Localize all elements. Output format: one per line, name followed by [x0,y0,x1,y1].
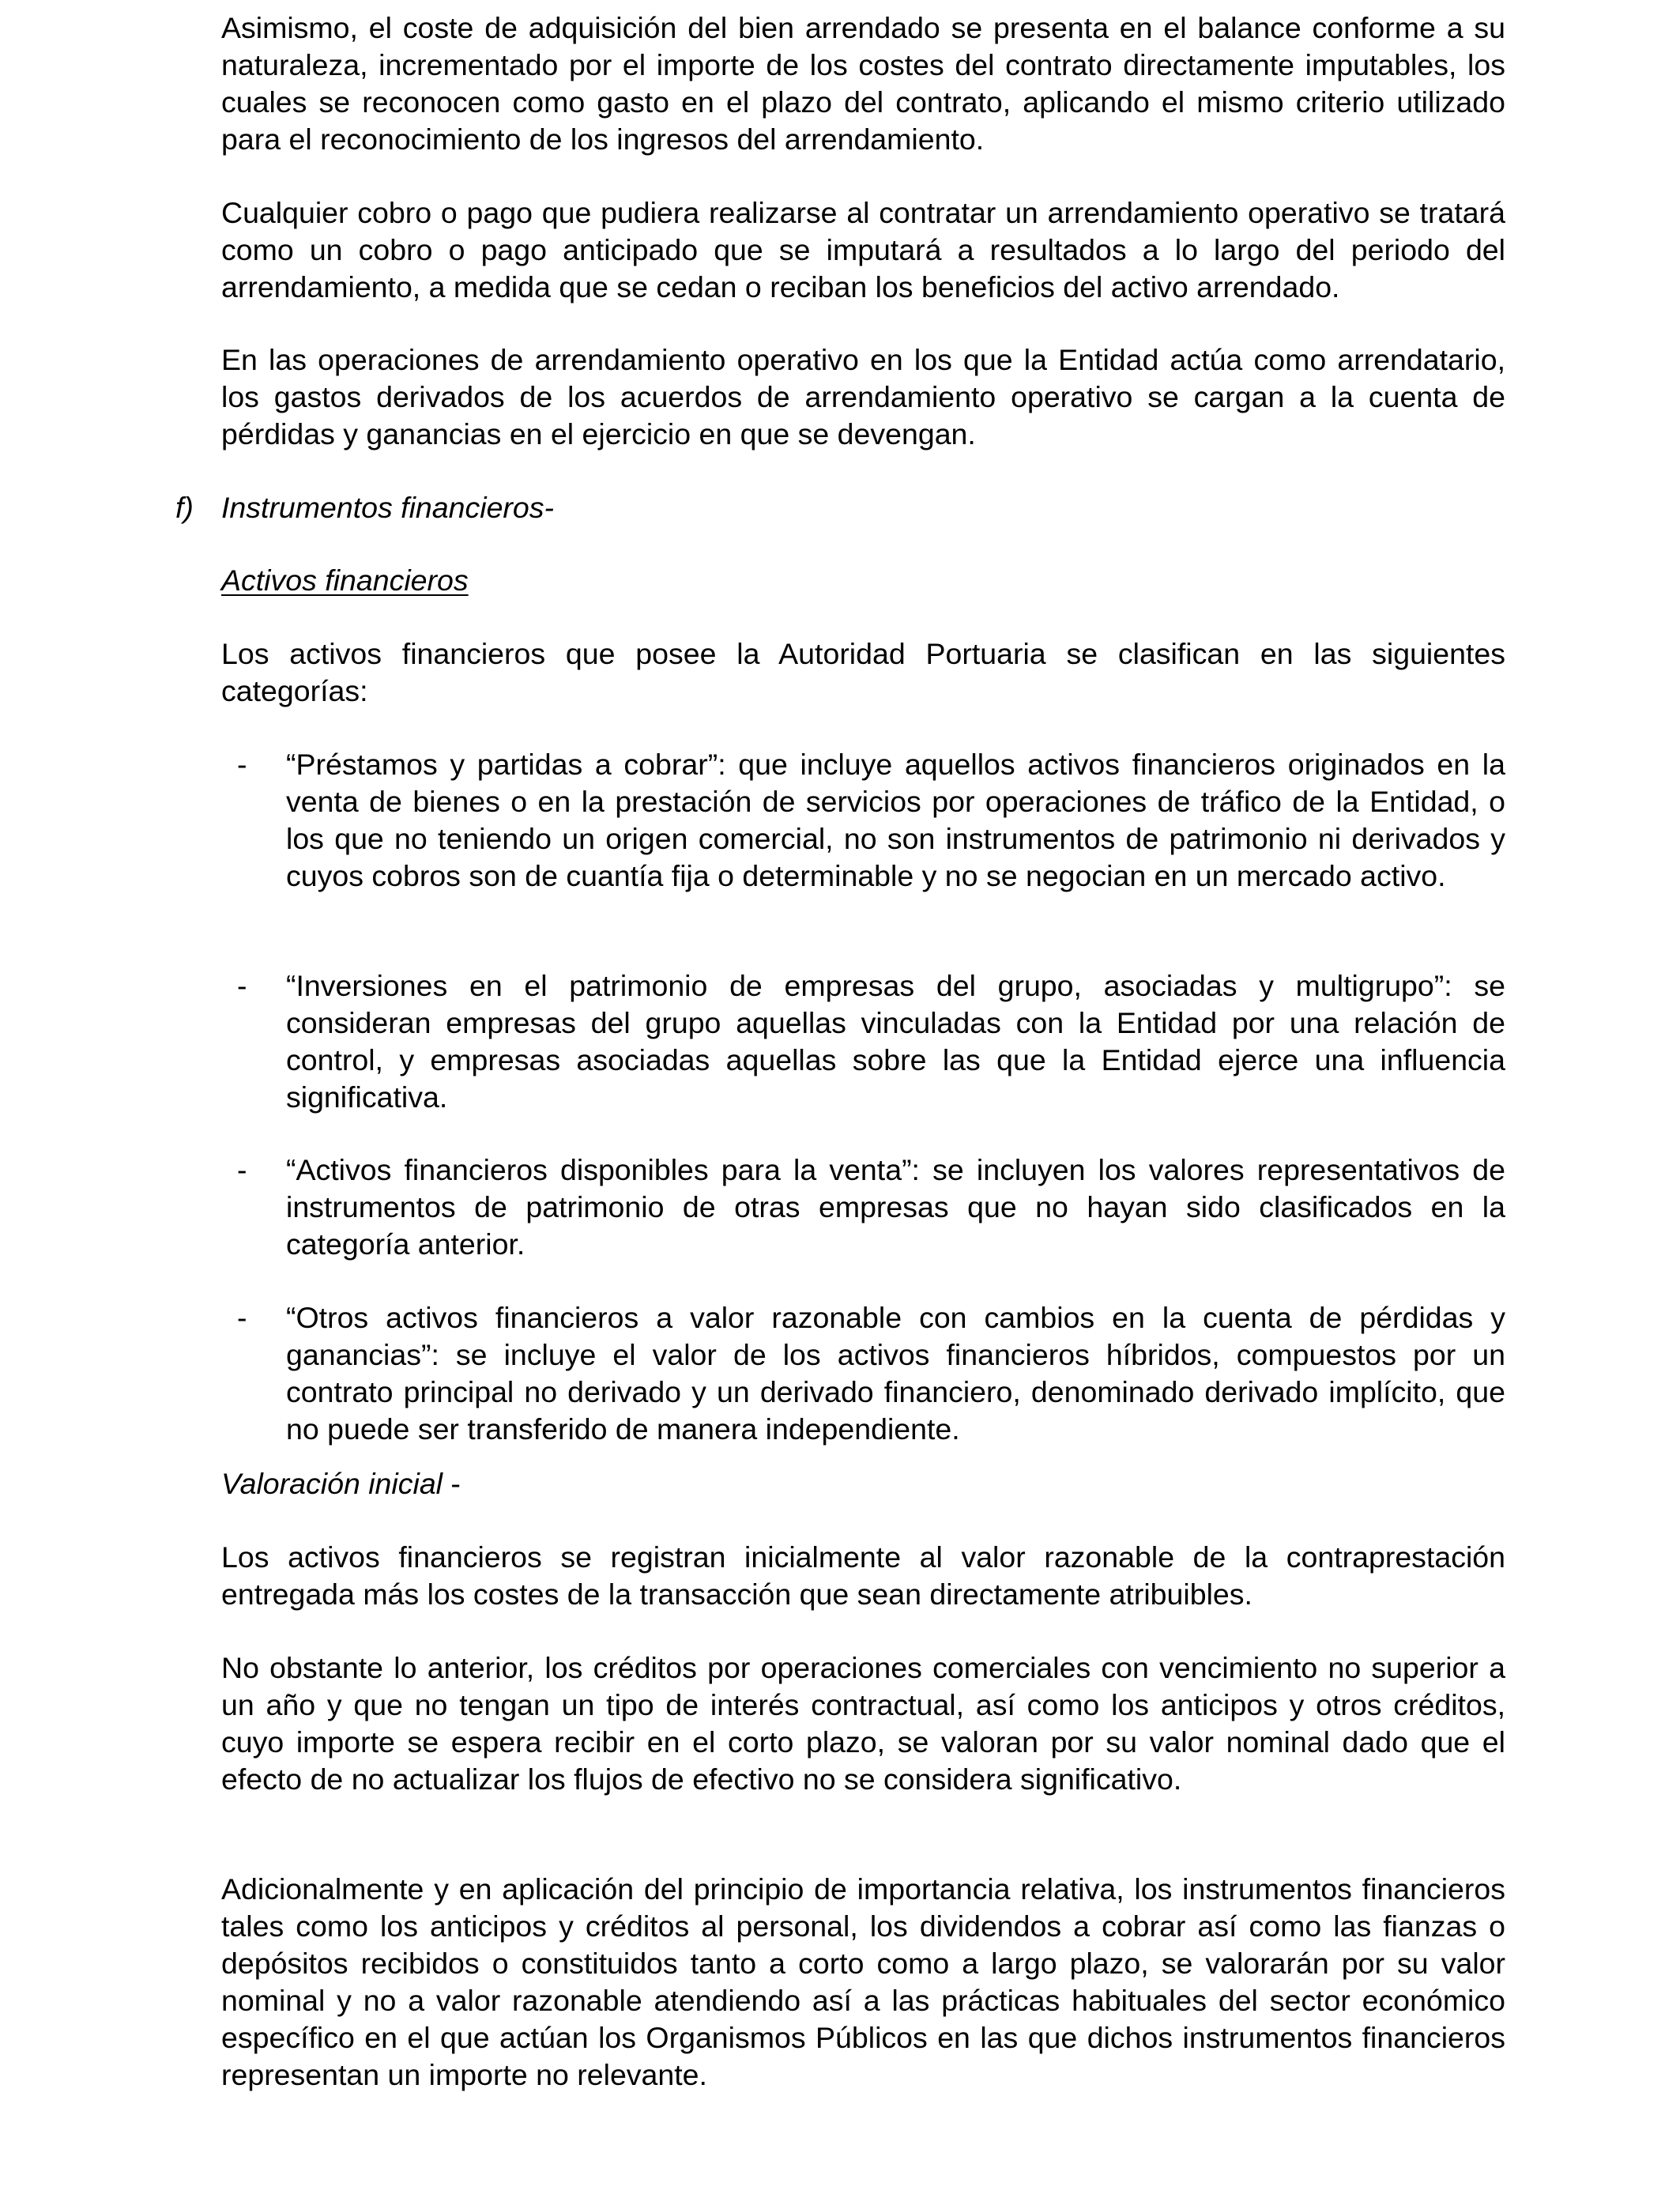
valoracion-title-suffix: - [443,1467,461,1500]
bullet-marker: - [237,1153,247,1186]
section-title: Instrumentos financieros- [221,491,555,524]
list-item: “Activos financieros disponibles para la venta”: se incluyen los valores representativos de instrumentos de patrimonio de otras empresas que no hayan sido clasificados en la categoría anterior. [286,1153,1505,1261]
paragraph-importancia-relativa: Adicionalmente y en aplicación del principio de importancia relativa, los instrumentos financieros tales como los anticipos y créditos al personal, los dividendos a cobrar así como las fianzas o depósitos recibidos o constituidos tanto a corto como a largo plazo, se valorarán por su valor nominal y no a valor razonable atendiendo así a las prácticas habituales del sector económico específico en el que actúan los Organismos Públicos en las que dichos instrumentos financieros representan un importe no relevante. [221,1872,1505,2091]
list-item: “Otros activos financieros a valor razonable con cambios en la cuenta de pérdidas y ganancias”: se incluye el valor de los activos financieros híbridos, compuestos por un contrato principal no derivado y un derivado financiero, denominado derivado implícito, que no puede ser transferido de manera independiente. [286,1301,1505,1446]
paragraph-arrendatario: En las operaciones de arrendamiento operativo en los que la Entidad actúa como arrendatario, los gastos derivados de los acuerdos de arrendamiento operativo se cargan a la cuenta de pérdidas y ganancias en el ejercicio en que se devengan. [221,343,1505,450]
paragraph-coste-adquisicion: Asimismo, el coste de adquisición del bien arrendado se presenta en el balance conforme a su naturaleza, incrementado por el importe de los costes del contrato directamente imputables, los cuales se reconocen como gasto en el plazo del contrato, aplicando el mismo criterio utilizado para el reconocimiento de los ingresos del arrendamiento. [221,11,1505,156]
section-marker: f) [175,491,194,524]
paragraph-intro-categorias: Los activos financieros que posee la Autoridad Portuaria se clasifican en las siguientes categorías: [221,637,1505,707]
bullet-marker: - [237,969,247,1002]
list-item: “Préstamos y partidas a cobrar”: que incluye aquellos activos financieros originados en la venta de bienes o en la prestación de servicios por operaciones de tráfico de la Entidad, o los que no teniendo un origen comercial, no son instrumentos de patrimonio ni derivados y cuyos cobros son de cuantía fija o determinable y no se negocian en un mercado activo. [286,748,1505,892]
paragraph-valoracion-registro: Los activos financieros se registran inicialmente al valor razonable de la contraprestación entregada más los costes de la transacción que sean directamente atribuibles. [221,1540,1505,1611]
subheading-activos-financieros: Activos financieros [221,564,469,597]
bullet-marker: - [237,748,247,781]
paragraph-cobro-pago: Cualquier cobro o pago que pudiera realizarse al contratar un arrendamiento operativo se tratará como un cobro o pago anticipado que se imputará a resultados a lo largo del periodo del arrendamiento, a medida que se cedan o reciban los beneficios del activo arrendado. [221,196,1505,303]
valoracion-title: Valoración inicial [221,1467,443,1500]
paragraph-valoracion-creditos: No obstante lo anterior, los créditos por operaciones comerciales con vencimiento no superior a un año y que no tengan un tipo de interés contractual, así como los anticipos y otros créditos, cuyo importe se espera recibir en el corto plazo, se valoran por su valor nominal dado que el efecto de no actualizar los flujos de efectivo no se considera significativo. [221,1651,1505,1796]
list-item: “Inversiones en el patrimonio de empresas del grupo, asociadas y multigrupo”: se consideran empresas del grupo aquellas vinculadas con la Entidad por una relación de control, y empresas asociadas aquellas sobre las que la Entidad ejerce una influencia significativa. [286,969,1505,1114]
valoracion-heading [221,1465,461,1502]
bullet-marker: - [237,1301,247,1334]
